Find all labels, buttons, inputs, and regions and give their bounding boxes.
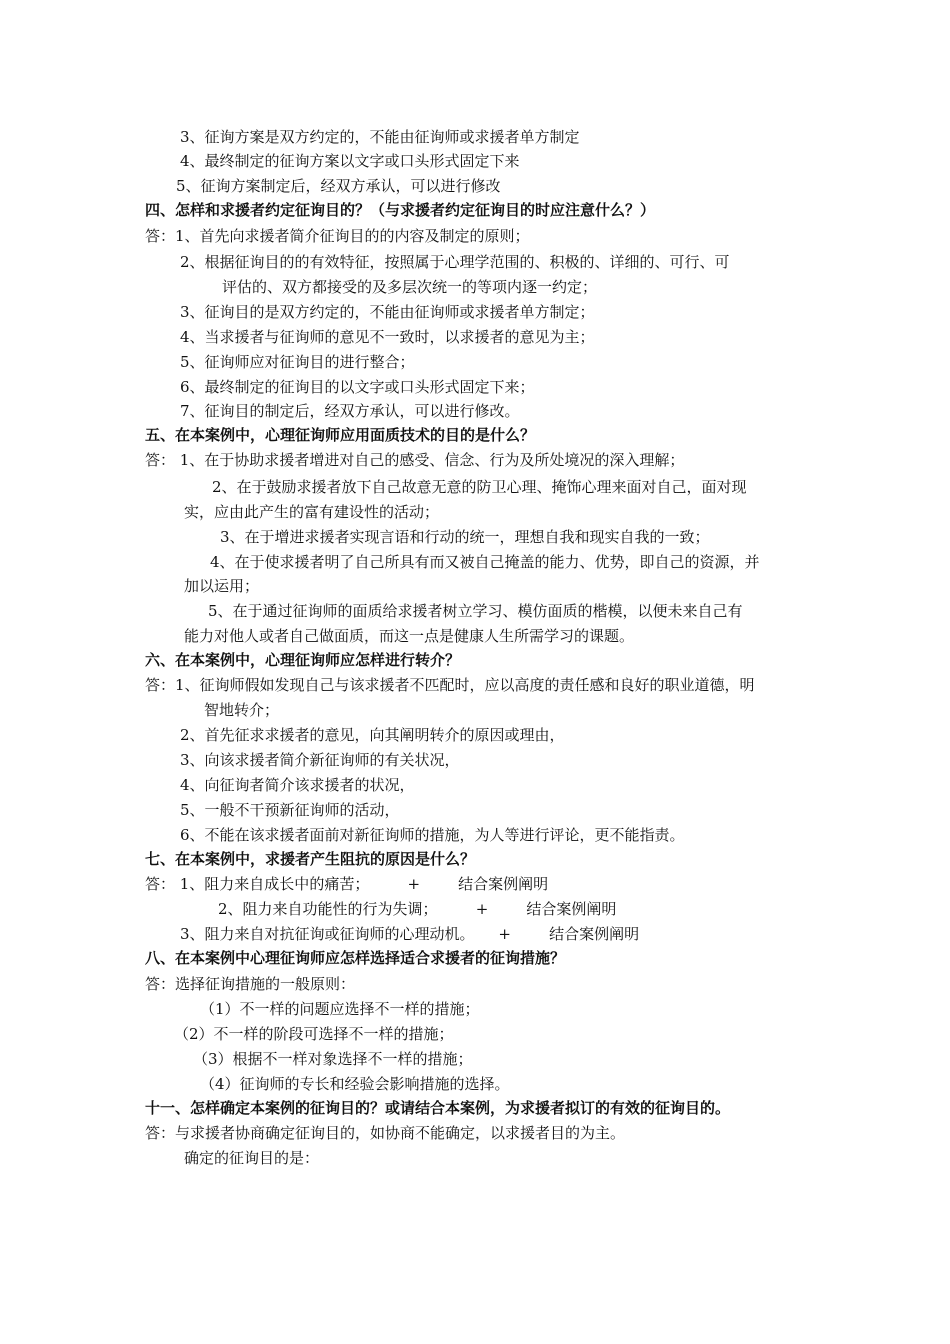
text-line: 5、征询方案制定后，经双方承认，可以进行修改 [176, 177, 501, 195]
text-line: 加以运用； [184, 577, 260, 595]
text-line: 答：与求援者协商确定征询目的，如协商不能确定，以求援者目的为主。 [145, 1124, 626, 1142]
text-line: 答： 1、阻力来自成长中的痛苦； + 结合案例阐明 [145, 875, 549, 893]
text-line: 7、征询目的制定后，经双方承认，可以进行修改。 [180, 402, 520, 420]
text-line: 确定的征询目的是： [184, 1149, 320, 1167]
text-line: （3）根据不一样对象选择不一样的措施； [193, 1050, 473, 1068]
text-line: （1）不一样的问题应选择不一样的措施； [200, 1000, 480, 1018]
text-line: 4、在于使求援者明了自己所具有而又被自己掩盖的能力、优势，即自己的资源，并 [210, 553, 760, 571]
text-line: （4）征询师的专长和经验会影响措施的选择。 [200, 1075, 510, 1093]
text-line: 6、最终制定的征询目的以文字或口头形式固定下来； [180, 378, 535, 396]
text-line: 智地转介； [204, 701, 280, 719]
text-line: 3、阻力来自对抗征询或征询师的心理动机。 + 结合案例阐明 [180, 925, 640, 943]
section-heading-6: 六、在本案例中，心理征询师应怎样进行转介？ [145, 651, 461, 669]
text-line: 实，应由此产生的富有建设性的活动； [184, 503, 440, 521]
section-heading-4: 四、怎样和求援者约定征询目的？（与求援者约定征询目的时应注意什么？） [145, 201, 656, 219]
text-line: 2、首先征求求援者的意见，向其阐明转介的原因或理由， [180, 726, 565, 744]
text-line: 3、向该求援者简介新征询师的有关状况， [180, 751, 460, 769]
section-heading-8: 八、在本案例中心理征询师应怎样选择适合求援者的征询措施？ [145, 949, 566, 967]
text-line: 2、在于鼓励求援者放下自己故意无意的防卫心理、掩饰心理来面对自己，面对现 [212, 478, 747, 496]
text-line: 5、一般不干预新征询师的活动， [180, 801, 400, 819]
text-line: 6、不能在该求援者面前对新征询师的措施，为人等进行评论，更不能指责。 [180, 826, 685, 844]
text-line: 2、阻力来自功能性的行为失调； + 结合案例阐明 [218, 900, 617, 918]
text-line: 3、征询方案是双方约定的，不能由征询师或求援者单方制定 [180, 128, 580, 146]
text-line: 能力对他人或者自己做面质，而这一点是健康人生所需学习的课题。 [184, 627, 635, 645]
text-line: 5、征询师应对征询目的进行整合； [180, 353, 415, 371]
section-heading-5: 五、在本案例中，心理征询师应用面质技术的目的是什么？ [145, 426, 536, 444]
text-line: 3、在于增进求援者实现言语和行动的统一，理想自我和现实自我的一致； [220, 528, 710, 546]
text-line: 答：选择征询措施的一般原则： [145, 975, 356, 993]
text-line: 评估的、双方都接受的及多层次统一的等项内逐一约定； [222, 278, 598, 296]
text-line: 4、最终制定的征询方案以文字或口头形式固定下来 [180, 152, 520, 170]
text-line: 3、征询目的是双方约定的，不能由征询师或求援者单方制定； [180, 303, 595, 321]
text-line: （2）不一样的阶段可选择不一样的措施； [174, 1025, 454, 1043]
text-line: 答：1、征询师假如发现自己与该求援者不匹配时，应以高度的责任感和良好的职业道德，明 [145, 676, 755, 694]
text-line: 答：1、首先向求援者简介征询目的的内容及制定的原则； [145, 227, 530, 245]
text-line: 2、根据征询目的的有效特征，按照属于心理学范围的、积极的、详细的、可行、可 [180, 253, 730, 271]
text-line: 答： 1、在于协助求援者增进对自己的感受、信念、行为及所处境况的深入理解； [145, 451, 685, 469]
text-line: 4、当求援者与征询师的意见不一致时，以求援者的意见为主； [180, 328, 595, 346]
text-line: 4、向征询者简介该求援者的状况， [180, 776, 415, 794]
section-heading-11: 十一、怎样确定本案例的征询目的？或请结合本案例，为求援者拟订的有效的征询目的。 [145, 1099, 731, 1117]
section-heading-7: 七、在本案例中，求援者产生阻抗的原因是什么？ [145, 850, 476, 868]
text-line: 5、在于通过征询师的面质给求援者树立学习、模仿面质的楷模，以便未来自己有 [208, 602, 743, 620]
